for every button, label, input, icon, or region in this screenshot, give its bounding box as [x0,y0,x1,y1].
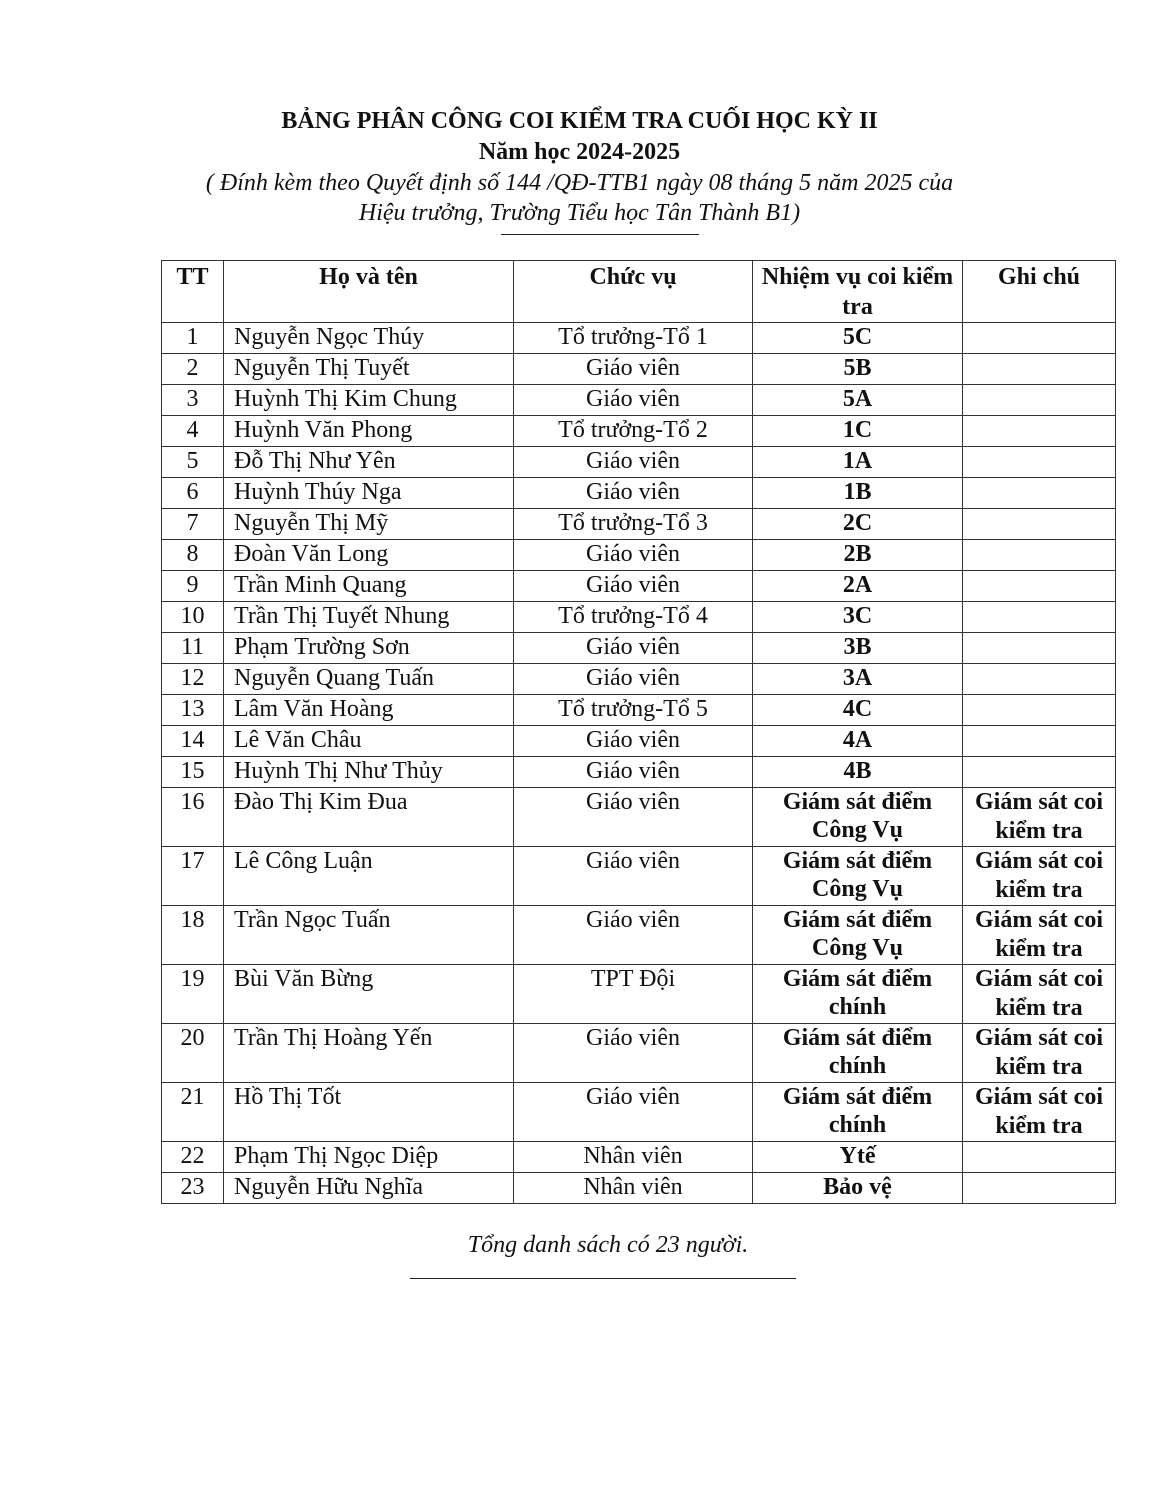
cell-note [963,695,1116,726]
table-row [162,1173,1116,1204]
cell-note: Giám sát coi kiểm tra [963,847,1116,906]
cell-position: Giáo viên [514,906,753,965]
cell-tt: 19 [162,965,224,1024]
header-name: Họ và tên [224,261,514,323]
cell-name: Phạm Trường Sơn [224,633,514,664]
cell-note [963,1173,1116,1204]
table-row [162,906,1116,965]
cell-position: Giáo viên [514,571,753,602]
cell-task: Giám sát điểm chính [753,1083,963,1142]
cell-tt: 16 [162,788,224,847]
cell-position: Nhân viên [514,1173,753,1204]
table-row [162,602,1116,633]
cell-note: Giám sát coi kiểm tra [963,1024,1116,1083]
cell-task: 3A [753,664,963,695]
cell-position: Giáo viên [514,385,753,416]
cell-position: TPT Đội [514,965,753,1024]
table-row [162,416,1116,447]
table-row [162,323,1116,354]
cell-note: Giám sát coi kiểm tra [963,788,1116,847]
cell-position: Giáo viên [514,633,753,664]
cell-task: 3C [753,602,963,633]
table-row [162,509,1116,540]
cell-tt: 12 [162,664,224,695]
cell-task: 4B [753,757,963,788]
cell-name: Huỳnh Thị Kim Chung [224,385,514,416]
cell-note: Giám sát coi kiểm tra [963,965,1116,1024]
cell-tt: 9 [162,571,224,602]
table-header-row [162,261,1116,323]
cell-tt: 10 [162,602,224,633]
cell-note [963,447,1116,478]
document-title: BẢNG PHÂN CÔNG COI KIỂM TRA CUỐI HỌC KỲ II [281,108,878,134]
cell-note: Giám sát coi kiểm tra [963,906,1116,965]
cell-name: Trần Ngọc Tuấn [224,906,514,965]
cell-task: 5C [753,323,963,354]
cell-position: Giáo viên [514,447,753,478]
table-row [162,478,1116,509]
table-row [162,788,1116,847]
cell-note [963,726,1116,757]
cell-name: Nguyễn Ngọc Thúy [224,323,514,354]
table-row [162,354,1116,385]
cell-task: 1C [753,416,963,447]
cell-name: Lâm Văn Hoàng [224,695,514,726]
cell-position: Giáo viên [514,354,753,385]
cell-tt: 7 [162,509,224,540]
cell-task: Ytế [753,1142,963,1173]
cell-position: Giáo viên [514,1024,753,1083]
header-note: Ghi chú [963,261,1116,323]
cell-position: Tổ trưởng-Tổ 3 [514,509,753,540]
cell-name: Huỳnh Thúy Nga [224,478,514,509]
cell-position: Giáo viên [514,478,753,509]
cell-task: Giám sát điểm Công Vụ [753,847,963,906]
table-row [162,695,1116,726]
cell-task: Bảo vệ [753,1173,963,1204]
table-row [162,447,1116,478]
table-row [162,726,1116,757]
cell-name: Huỳnh Văn Phong [224,416,514,447]
attachment-note-line-2: Hiệu trưởng, Trường Tiểu học Tân Thành B1) [358,200,801,226]
cell-tt: 22 [162,1142,224,1173]
cell-note [963,323,1116,354]
table-row [162,540,1116,571]
cell-task: 5B [753,354,963,385]
table-row [162,965,1116,1024]
cell-name: Huỳnh Thị Như Thủy [224,757,514,788]
table-row [162,571,1116,602]
cell-name: Nguyễn Quang Tuấn [224,664,514,695]
cell-position: Giáo viên [514,847,753,906]
cell-task: 1B [753,478,963,509]
table-row [162,1083,1116,1142]
cell-note [963,354,1116,385]
cell-name: Trần Thị Tuyết Nhung [224,602,514,633]
cell-note [963,416,1116,447]
cell-tt: 18 [162,906,224,965]
cell-tt: 2 [162,354,224,385]
total-count-note: Tổng danh sách có 23 người. [467,1232,749,1258]
cell-task: 2C [753,509,963,540]
cell-task: Giám sát điểm chính [753,965,963,1024]
cell-tt: 1 [162,323,224,354]
table-row [162,385,1116,416]
cell-name: Nguyễn Thị Tuyết [224,354,514,385]
cell-tt: 6 [162,478,224,509]
cell-tt: 3 [162,385,224,416]
cell-position: Tổ trưởng-Tổ 2 [514,416,753,447]
cell-name: Phạm Thị Ngọc Diệp [224,1142,514,1173]
cell-note [963,664,1116,695]
table-body [162,323,1116,1204]
cell-position: Giáo viên [514,664,753,695]
assignment-table [161,260,1116,1204]
attachment-note-line-1: ( Đính kèm theo Quyết định số 144 /QĐ-TTB1 ngày 08 tháng 5 năm 2025 của [205,170,954,196]
cell-task: Giám sát điểm chính [753,1024,963,1083]
cell-tt: 5 [162,447,224,478]
cell-task: 3B [753,633,963,664]
cell-note [963,478,1116,509]
cell-task: 4C [753,695,963,726]
cell-note [963,571,1116,602]
cell-position: Giáo viên [514,540,753,571]
header-position: Chức vụ [514,261,753,323]
cell-position: Giáo viên [514,726,753,757]
cell-note: Giám sát coi kiểm tra [963,1083,1116,1142]
cell-tt: 11 [162,633,224,664]
school-year: Năm học 2024-2025 [478,139,681,165]
cell-tt: 20 [162,1024,224,1083]
cell-position: Tổ trưởng-Tổ 5 [514,695,753,726]
header-underline [501,234,699,235]
cell-tt: 15 [162,757,224,788]
cell-tt: 8 [162,540,224,571]
cell-position: Tổ trưởng-Tổ 4 [514,602,753,633]
cell-name: Lê Văn Châu [224,726,514,757]
cell-position: Giáo viên [514,788,753,847]
cell-note [963,385,1116,416]
cell-tt: 23 [162,1173,224,1204]
table-row [162,757,1116,788]
header-tt: TT [162,261,224,323]
cell-name: Lê Công Luận [224,847,514,906]
cell-task: Giám sát điểm Công Vụ [753,788,963,847]
cell-tt: 17 [162,847,224,906]
cell-task: 2A [753,571,963,602]
footer-underline [410,1278,796,1279]
cell-name: Nguyễn Thị Mỹ [224,509,514,540]
cell-task: 2B [753,540,963,571]
cell-note [963,602,1116,633]
cell-position: Tổ trưởng-Tổ 1 [514,323,753,354]
cell-position: Nhân viên [514,1142,753,1173]
cell-note [963,757,1116,788]
cell-note [963,540,1116,571]
cell-task: 5A [753,385,963,416]
cell-task: Giám sát điểm Công Vụ [753,906,963,965]
cell-name: Đào Thị Kim Đua [224,788,514,847]
cell-name: Đỗ Thị Như Yên [224,447,514,478]
cell-name: Nguyễn Hữu Nghĩa [224,1173,514,1204]
cell-name: Bùi Văn Bừng [224,965,514,1024]
cell-task: 1A [753,447,963,478]
cell-tt: 13 [162,695,224,726]
cell-position: Giáo viên [514,1083,753,1142]
cell-tt: 21 [162,1083,224,1142]
cell-note [963,509,1116,540]
cell-tt: 14 [162,726,224,757]
header-task: Nhiệm vụ coi kiểm tra [753,261,963,323]
table-row [162,664,1116,695]
cell-position: Giáo viên [514,757,753,788]
cell-note [963,1142,1116,1173]
table-row [162,1142,1116,1173]
document-header [0,106,1159,228]
table-row [162,633,1116,664]
table-row [162,1024,1116,1083]
cell-name: Trần Thị Hoàng Yến [224,1024,514,1083]
cell-name: Hồ Thị Tốt [224,1083,514,1142]
cell-name: Trần Minh Quang [224,571,514,602]
cell-name: Đoàn Văn Long [224,540,514,571]
cell-note [963,633,1116,664]
cell-task: 4A [753,726,963,757]
table-row [162,847,1116,906]
cell-tt: 4 [162,416,224,447]
